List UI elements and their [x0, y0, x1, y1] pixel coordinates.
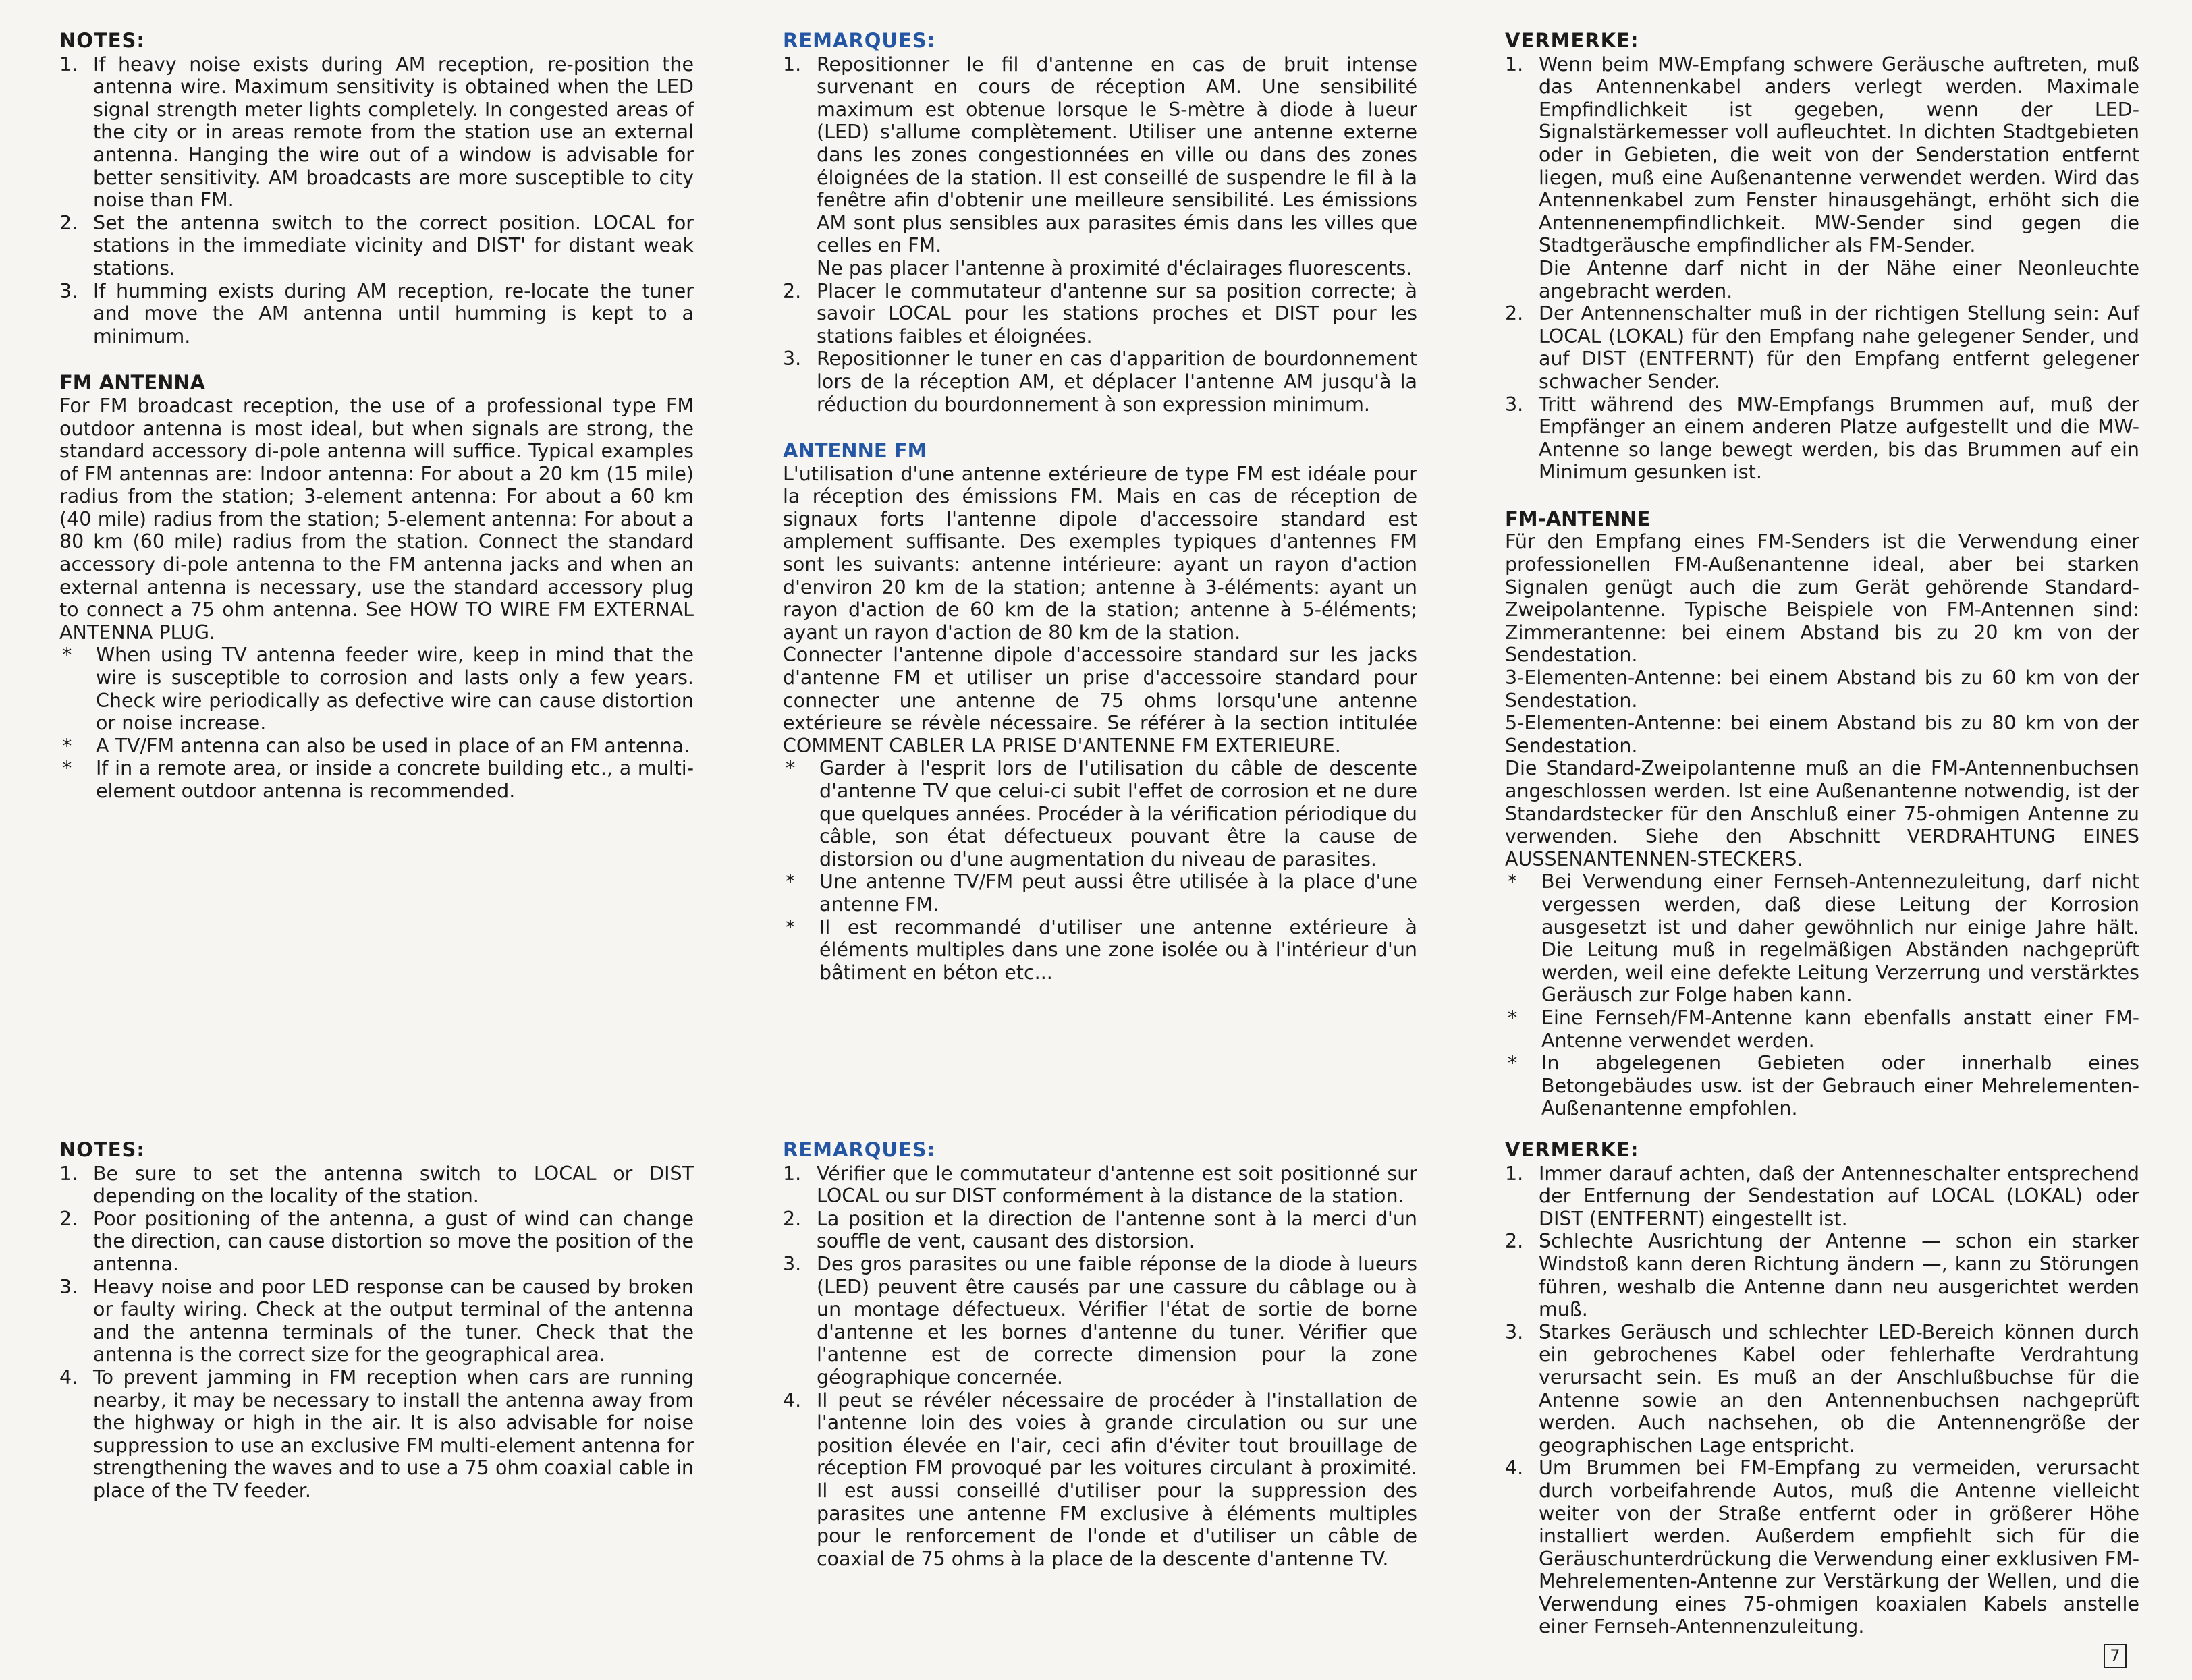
list-item: 3. Starkes Geräusch und schlechter LED-Bereich können durch ein gebrochenes Kabel oder fehlerhafte Verdrahtung verursacht sein. Es muß an der Anschlußbuchse für die Antenne sowie an den Antennenbuchsen nachgeprüft werden. Auch nachsehen, ob die Antennengröße der geographischen Lage entspricht. [1505, 1320, 2139, 1457]
section-heading: VERMERKE: [1505, 29, 1639, 52]
english-notes-fm [59, 1139, 694, 1503]
list-item: 3. Tritt während des MW-Empfangs Brummen auf, muß der Empfänger an einem anderen Platze aufgestellt und die MW-Antenne so lange bewegt werden, bis das Brummen auf ein Minimum gesunken ist. [1505, 393, 2139, 484]
list-item: * A TV/FM antenna can also be used in place of an FM antenna. [62, 734, 690, 757]
paragraph: Ne pas placer l'antenne à proximité d'éclairages fluorescents. [817, 256, 1413, 279]
section-heading: NOTES: [59, 29, 145, 52]
list-item: * When using TV antenna feeder wire, keep in mind that the wire is susceptible to corrosion and lasts only a few years. Check wire periodically as defective wire can cause distortion or noise increase. [62, 644, 694, 735]
list-item: 2. Placer le commutateur d'antenne sur sa position correcte; à savoir LOCAL pour les stations proches et DIST pour les stations faibles et éloignées. [783, 279, 1417, 347]
list-item: 3. If humming exists during AM reception, re-locate the tuner and move the AM antenna until humming is kept to a minimum. [59, 279, 694, 347]
list-item: 2. Schlechte Ausrichtung der Antenne — schon ein starker Windstoß kann deren Richtung ändern —, kann zu Störungen führen, weshalb die Antenne dann neu ausgerichtet werden muß. [1505, 1230, 2139, 1321]
french-notes-fm [783, 1139, 1417, 1570]
list-item: * If in a remote area, or inside a concrete building etc., a multi-element outdoor antenna is recommended. [62, 757, 694, 802]
page-number: 7 [2104, 1644, 2127, 1668]
german-notes-fm [1505, 1139, 2139, 1638]
list-item: 3. Repositionner le tuner en cas d'apparition de bourdonnement lors de la réception AM, et déplacer l'antenne AM jusqu'à la réduction du bourdonnement à son expression minimum. [783, 347, 1417, 416]
list-item: 2. Der Antennenschalter muß in der richtigen Stellung sein: Auf LOCAL (LOKAL) für den Empfang nahe gelegener Sender, und auf DIST (ENTFERNT) für den Empfang entfernt gelegener schwacher Sender. [1505, 302, 2139, 393]
section-heading: VERMERKE: [1505, 1138, 1639, 1161]
paragraph: Die Antenne darf nicht in der Nähe einer Neonleuchte angebracht werden. [1539, 256, 2139, 302]
paragraph: 3-Elementen-Antenne: bei einem Abstand bis zu 60 km von der Sendestation. [1505, 667, 2139, 712]
list-item: 1. Immer darauf achten, daß der Antenneschalter entsprechend der Entfernung der Sendestation auf LOCAL (LOKAL) oder DIST (ENTFERNT) eingestellt ist. [1505, 1162, 2139, 1230]
list-item: 2. La position et la direction de l'antenne sont à la merci d'un souffle de vent, causant des distorsion. [783, 1207, 1417, 1253]
list-item: 4. Il peut se révéler nécessaire de procéder à l'installation de l'antenne loin des voies à grande circulation ou sur une position élevée en l'air, ceci afin d'éviter tout brouillage de réception FM provoqué par les voitures circulant à proximité. Il est aussi conseillé d'utiliser pour la suppression des parasites une antenne FM exclusive à éléments multiples pour le renforcement de l'onde et d'utiliser un câble de coaxial de 75 ohms à la place de la descente d'antenne TV. [783, 1389, 1417, 1570]
paragraph: Connecter l'antenne dipole d'accessoire standard sur les jacks d'antenne FM et utiliser un prise d'accessoire standard pour connecter une antenne de 75 ohms lorsqu'une antenne extérieure se révèle nécessaire. Se référer à la section intitulée COMMENT CABLER LA PRISE D'ANTENNE FM EXTERIEURE. [783, 644, 1417, 757]
german-notes-am [1505, 30, 2139, 1120]
list-item: 4. To prevent jamming in FM reception when cars are running nearby, it may be necessary to install the antenna away from the highway or high in the air. It is also advisable for noise suppression to use an exclusive FM multi-element antenna for strengthening the waves and to use a 75 ohm coaxial cable in place of the TV feeder. [59, 1366, 694, 1502]
list-item: * Garder à l'esprit lors de l'utilisation du câble de descente d'antenne TV que celui-ci subit l'effet de corrosion et ne dure que quelques années. Procéder à la vérification périodique du câble, son état défectueux pouvant être la cause de distorsion ou d'une augmentation du niveau de parasites. [786, 757, 1417, 870]
list-item: 1. Repositionner le fil d'antenne en cas de bruit intense survenant en cours de réception AM. Une sensibilité maximum est obtenue lorsque le S-mètre à diode à lueur (LED) s'allume complètement. Utiliser une antenne externe dans les zones congestionnées en ville ou dans des zones éloignées de la station. Il est conseillé de suspendre le fil à la fenêtre afin d'obtenir une meilleure sensibilité. Les émissions AM sont plus sensibles aux parasites émis dans les villes que celles en FM. [783, 53, 1417, 257]
list-item: 1. Vérifier que le commutateur d'antenne est soit positionné sur LOCAL ou sur DIST conformément à la distance de la station. [783, 1162, 1417, 1208]
list-item: 1. Be sure to set the antenna switch to LOCAL or DIST depending on the locality of the station. [59, 1162, 694, 1208]
list-item: * Eine Fernseh/FM-Antenne kann ebenfalls anstatt einer FM-Antenne verwendet werden. [1508, 1006, 2139, 1052]
section-heading: REMARQUES: [783, 1138, 936, 1161]
paragraph: 5-Elementen-Antenne: bei einem Abstand bis zu 80 km von der Sendestation. [1505, 712, 2139, 757]
section-heading: NOTES: [59, 1138, 145, 1161]
list-item: * Il est recommandé d'utiliser une antenne extérieure à éléments multiples dans une zone isolée ou à l'intérieur d'un bâtiment en béton etc... [786, 916, 1417, 984]
section-heading-fm-antenna: ANTENNE FM [783, 439, 927, 463]
list-item: * In abgelegenen Gebieten oder innerhalb eines Betongebäudes usw. ist der Gebrauch einer Mehrelementen-Außenantenne empfohlen. [1508, 1052, 2139, 1120]
paragraph: L'utilisation d'une antenne extérieure de type FM est idéale pour la réception des émissions FM. Mais en cas de réception de signaux forts l'antenne dipole d'accessoire standard est amplement suffisante. Des exemples typiques d'antennes FM sont les suivants: antenne intérieure: ayant un rayon d'action d'environ 20 km de la station; antenne à 3-éléments: ayant un rayon d'action de 60 km de la station; antenne à 5-éléments; ayant un rayon d'action de 80 km de la station. [783, 462, 1417, 644]
english-notes-am [59, 30, 694, 803]
section-heading-fm-antenna: FM ANTENNA [59, 371, 206, 395]
section-heading-fm-antenna: FM-ANTENNE [1505, 507, 1651, 530]
french-notes-am [783, 30, 1417, 984]
list-item: 3. Des gros parasites ou une faible réponse de la diode à lueurs (LED) peuvent être causés par une cassure du câblage ou à un montage défectueux. Vérifier l'état de sortie de borne d'antenne et les bornes d'antenne du tuner. Vérifier que l'antenne est de correcte dimension pour la zone géographique concernée. [783, 1252, 1417, 1389]
list-item: 2. Poor positioning of the antenna, a gust of wind can change the direction, can cause distortion so move the position of the antenna. [59, 1207, 694, 1275]
paragraph: Für den Empfang eines FM-Senders ist die Verwendung einer professionellen FM-Außenantenne ideal, aber bei starken Signalen genügt auch die zum Gerät gehörende Standard-Zweipolantenne. Typische Beispiele von FM-Antennen sind: Zimmerantenne: bei einem Abstand bis zu 20 km von der Sendestation. [1505, 530, 2139, 667]
list-item: * Bei Verwendung einer Fernseh-Antennezuleitung, darf nicht vergessen werden, daß diese Leitung der Korrosion ausgesetzt ist und daher gewöhnlich nur einige Jahre hält. Die Leitung muß in regelmäßigen Abständen nachgeprüft werden, weil eine defekte Leitung Verzerrung und verstärktes Geräusch zur Folge haben kann. [1508, 870, 2139, 1007]
list-item: 1. If heavy noise exists during AM reception, re-position the antenna wire. Maximum sensitivity is obtained when the LED signal strength meter lights completely. In congested areas of the city or in areas remote from the station use an external antenna. Hanging the wire out of a window is advisable for better sensitivity. AM broadcasts are more susceptible to city noise than FM. [59, 53, 694, 212]
list-item: 2. Set the antenna switch to the correct position. LOCAL for stations in the immediate vicinity and DIST' for distant weak stations. [59, 211, 694, 279]
paragraph: For FM broadcast reception, the use of a professional type FM outdoor antenna is most ideal, but when signals are strong, the standard accessory di-pole antenna will suffice. Typical examples of FM antennas are: Indoor antenna: For about a 20 km (15 mile) radius from the station; 3-element antenna: For about a 60 km (40 mile) radius from the station; 5-element antenna: For about a 80 km (60 mile) radius from the station. Connect the standard accessory di-pole antenna to the FM antenna jacks and when an external antenna is necessary, use the standard accessory plug to connect a 75 ohm antenna. See HOW TO WIRE FM EXTERNAL ANTENNA PLUG. [59, 394, 694, 644]
list-item: 3. Heavy noise and poor LED response can be caused by broken or faulty wiring. Check at the output terminal of the antenna and the antenna terminals of the tuner. Check that the antenna is the correct size for the geographical area. [59, 1275, 694, 1366]
paragraph: Die Standard-Zweipolantenne muß an die FM-Antennenbuchsen angeschlossen werden. Ist eine Außenantenne notwendig, ist der Standardstecker für den Anschluß einer 75-ohmigen Antenne zu verwenden. Siehe den Abschnitt VERDRAHTUNG EINES AUSSENANTENNEN-STECKERS. [1505, 757, 2139, 870]
list-item: 1. Wenn beim MW-Empfang schwere Geräusche auftreten, muß das Antennenkabel anders verlegt werden. Maximale Empfindlichkeit ist gegeben, wenn der LED-Signalstärkemesser voll aufleuchtet. In dichten Stadtgebieten oder in Gebieten, die weit von der Senderstation entfernt liegen, muß eine Außenantenne verwendet werden. Wird das Antennenkabel zum Fenster hinausgehängt, erhöht sich die Antennenempfindlichkeit. MW-Sender sind gegen die Stadtgeräusche empfindlicher als FM-Sender. [1505, 53, 2139, 257]
section-heading: REMARQUES: [783, 29, 936, 52]
list-item: * Une antenne TV/FM peut aussi être utilisée à la place d'une antenne FM. [786, 870, 1417, 916]
list-item: 4. Um Brummen bei FM-Empfang zu vermeiden, verursacht durch vorbeifahrende Autos, muß die Antenne vielleicht weiter von der Straße entfernt oder in größerer Höhe installiert werden. Außerdem empfiehlt sich für die Geräuschunterdrückung die Verwendung einer exklusiven FM-Mehrelementen-Antenne zur Verstärkung der Wellen, und die Verwendung eines 75-ohmigen koaxialen Kabels anstelle einer Fernseh-Antennenzuleitung. [1505, 1457, 2139, 1638]
